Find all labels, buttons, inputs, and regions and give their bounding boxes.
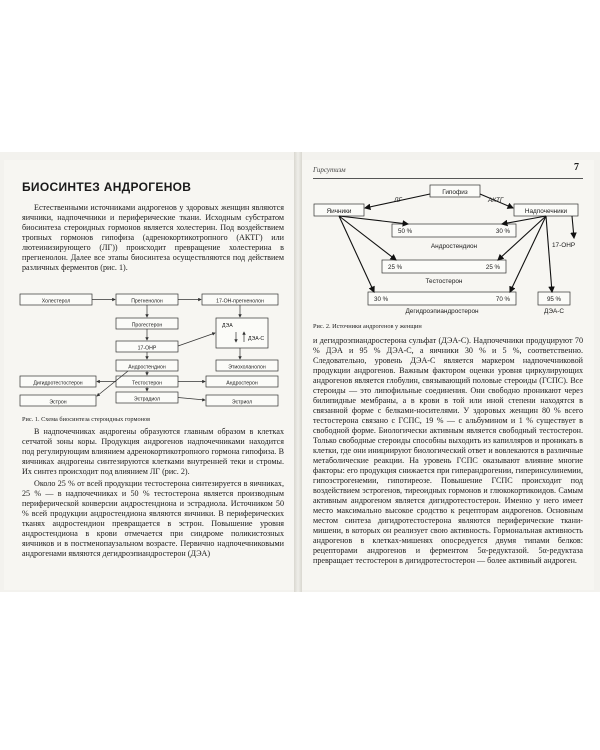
- label-progesterone: Прогестерон: [131, 322, 163, 329]
- figure-2-androgen-sources: [312, 182, 586, 314]
- label-androsterone: Андростерон: [226, 380, 258, 387]
- testosterone-paragraph: Около 25 % от всей продукции тестостерона синтезируется в яичниках, 25 % — в надпочечниках и 50 % тестостерона является производным периферической конверсии андростендиона и эстрадиола. Источником 50 % всей продукции андростендиона являются яичники. В периферических тканях андростендион превращается в эстрон. Повышение уровня андростендиона в крови отмечается при синдроме поликистозных яичников и в постменопаузальном возрасте. Первично надпочечниковыми андрогенами являются дегидроэпиандростерон (ДЭА): [22, 479, 284, 558]
- adrenal-paragraph: В надпочечниках андрогены образуются главным образом в клетках сетчатой зоны коры. Продукция андрогенов надпочечниками находится под регулирующим влиянием адренокортикотропного гормона гипофиза. В яичниках андрогены синтезируются клетками внутренней теки и стромы. Их синтез происходит под влиянием ЛГ (рис. 2).: [22, 427, 284, 476]
- label-testosterone: Тестостерон: [425, 278, 463, 285]
- page-number: 7: [574, 162, 579, 173]
- label-estradiol: Эстрадиол: [133, 396, 161, 403]
- label-adrenals: Надпочечники: [524, 208, 568, 215]
- label-cholesterol: Холестерол: [41, 298, 71, 305]
- label-dhea: Дегидроэпиандростерон: [405, 308, 479, 315]
- label-ovaries: Яичники: [326, 208, 352, 215]
- label-pregnenolone: Прегненолон: [131, 298, 163, 305]
- box-dhea: [368, 292, 516, 305]
- figure-1-caption: Рис. 1. Схема биосинтеза стероидных гормонов: [22, 416, 151, 423]
- figure-1-biosynthesis-scheme: [18, 288, 286, 408]
- label-pituitary: Гипофиз: [442, 189, 468, 196]
- header-rule: [313, 178, 583, 179]
- label-dht: Дигидротестостерон: [33, 380, 83, 387]
- section-heading: БИОСИНТЕЗ АНДРОГЕНОВ: [22, 180, 192, 194]
- label-estrone: Эстрон: [49, 399, 67, 406]
- label-estriol: Эстриол: [231, 399, 253, 406]
- label-lh: ЛГ: [394, 197, 402, 204]
- figure-2-caption: Рис. 2. Источники андрогенов у женщин: [313, 323, 422, 330]
- label-androstenedione: Андростендион: [430, 243, 478, 250]
- label-dhea: ДЭА: [222, 323, 233, 329]
- label-dheas: ДЭА-С: [248, 336, 265, 342]
- label-17ohp: 17-ОНР: [137, 345, 157, 352]
- label-acth: АКТГ: [488, 197, 504, 204]
- running-head: Гирсутизм: [313, 166, 346, 174]
- gsps-paragraph: и дегидроэпиандростерона сульфат (ДЭА-С). Надпочечники продуцируют 70 % ДЭА и 95 % ДЭА-С, а яичники 30 % и 5 %, соответственно. Следовательно, уровень ДЭА-С является маркером надпочечниковой продукции андрогенов. Важным фактором оценки уровня циркулирующих андрогенов является глобулин, связывающий половые стероиды (ГСПС). Все стероиды — это липофильные соединения. Они свободно проникают через билипидные мембраны, а в крови в той или иной степени находятся в связанной форме с белками-носителями. У здоровых женщин 80 % всего тестостерона связано с ГСПС, 19 % — с альбумином и 1 % существует в свободной форме. Биологически активным является свободный тестостерон. Только свободные стероиды способны выходить из капилляров и проникать в клетки, где они инициируют биологический ответ и вовлекаются в различные метаболические реакции. На уровень ГСПС оказывают влияние многие факторы: его продукция снижается при гиперандрогении, гиперинсулинемии, гипоэстрогенемии, гипотиреозе. Повышение ГСПС происходит под воздействием эстрогенов, тиреоидных гормонов и глюкокортикоидов. Самым активным андрогеном является дигидротестостерон. Именно у него имеет место максимально высокое сродство к рецепторам андрогенов. Основным местом синтеза дигидротестостерона являются периферические ткани-мишени, в которых он реализует свою активность. Гормональная активность андрогенов в клетках-мишенях опосредуется двумя типами белков: рецепторами андрогенов и ферментом 5α-редуктазой. 5α-редуктаза превращает тестостерон в дигидротестостерон — более активный андроген.: [313, 336, 583, 565]
- label-dheas: ДЭА-С: [544, 308, 564, 315]
- label-dhea-70: 70 %: [495, 296, 510, 303]
- intro-paragraph: Естественными источниками андрогенов у здоровых женщин являются яичники, надпочечники и периферические ткани. Исходным субстратом биосинтеза стероидных гормонов является холестерин. Под воздействием тропных гормонов гипофиза (адренокортикотропного (АКТГ) или лютеинизирующего (ЛГ)) происходит превращение холестерина в прегненолон. Далее все этапы биосинтеза осуществляются под действием различных ферментов (рис. 1).: [22, 203, 284, 272]
- label-dhea-30: 30 %: [374, 296, 389, 303]
- label-testosterone-25a: 25 %: [388, 264, 403, 271]
- label-dheas-95: 95 %: [546, 296, 562, 303]
- label-17ohp: 17-ОНР: [552, 242, 576, 249]
- label-androstenedione-30: 30 %: [495, 228, 510, 235]
- label-testosterone: Тестостерон: [132, 380, 162, 387]
- label-androstenedione-50: 50 %: [398, 228, 413, 235]
- label-17oh-pregnenolone: 17-ОН-прегненолон: [216, 298, 264, 305]
- label-testosterone-25b: 25 %: [485, 264, 500, 271]
- book-gutter: [294, 152, 302, 592]
- label-etiocholanolone: Этиохоланолон: [228, 364, 266, 371]
- label-androstenedione: Андростендион: [128, 364, 166, 371]
